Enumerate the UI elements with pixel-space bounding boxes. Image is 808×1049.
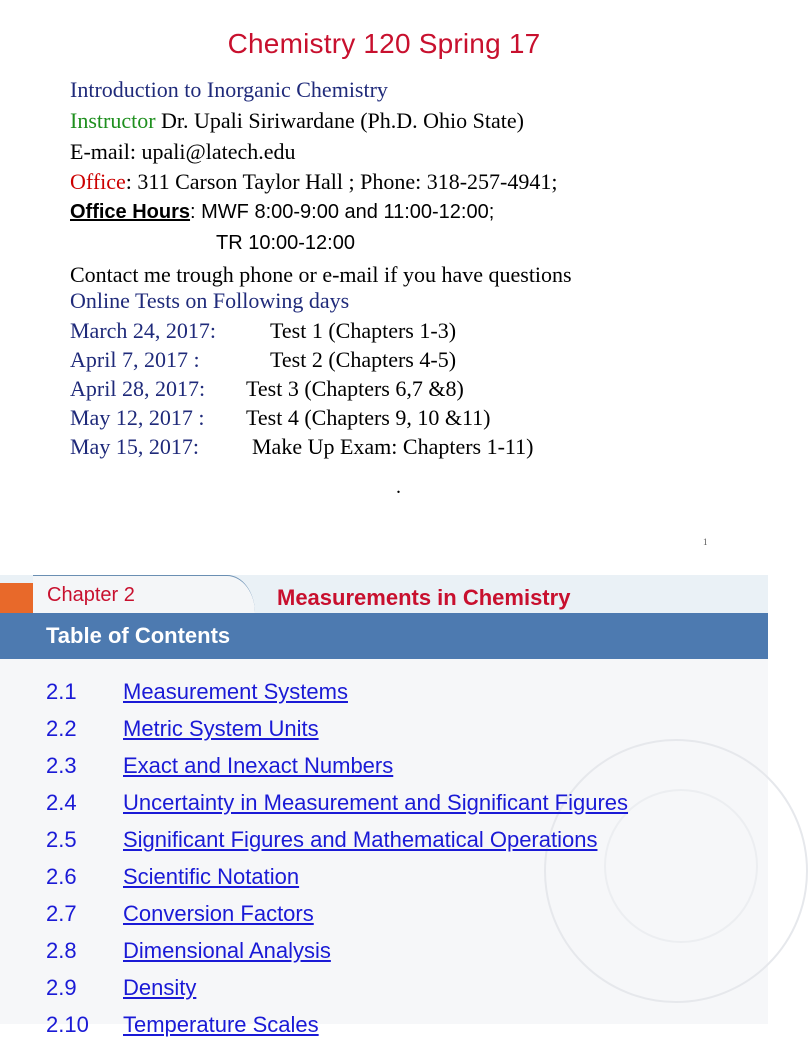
toc-title: Density xyxy=(123,975,197,1000)
toc-title: Temperature Scales xyxy=(123,1012,319,1037)
toc-link-metric-system-units[interactable] xyxy=(46,716,628,753)
toc-link-density[interactable] xyxy=(46,975,628,1012)
toc-number: 2.8 xyxy=(46,938,77,963)
office-text: : 311 Carson Taylor Hall ; Phone: 318-257-4941; xyxy=(125,169,558,194)
contact-text: Contact me trough phone or e-mail if you have questions xyxy=(70,262,572,287)
toc-link-temperature-scales[interactable] xyxy=(46,1012,628,1049)
office-hours-label: Office Hours xyxy=(70,201,191,223)
toc-number: 2.5 xyxy=(46,827,77,852)
toc-number: 2.3 xyxy=(46,753,77,778)
slide-number: 1 xyxy=(703,537,708,547)
test-date: April 7, 2017 : xyxy=(70,347,200,372)
test-date: May 12, 2017 : xyxy=(70,405,205,430)
office-hours-text: : MWF 8:00-9:00 and 11:00-12:00; xyxy=(190,201,495,223)
office-line xyxy=(70,169,558,195)
test-row xyxy=(70,376,464,402)
course-title: Chemistry 120 Spring 17 xyxy=(227,28,541,59)
test-desc: Test 2 (Chapters 4-5) xyxy=(270,347,457,372)
toc-title: Uncertainty in Measurement and Significant Figures xyxy=(123,790,629,815)
test-desc: Test 4 (Chapters 9, 10 &11) xyxy=(246,405,491,430)
instructor-line xyxy=(70,108,524,134)
test-desc: Make Up Exam: Chapters 1-11) xyxy=(252,434,534,459)
toc-header-bar xyxy=(0,613,768,659)
toc-link-uncertainty[interactable] xyxy=(46,790,628,827)
toc-link-conversion-factors[interactable] xyxy=(46,901,628,938)
office-label: Office xyxy=(70,169,126,194)
chapter-label: Chapter 2 xyxy=(47,584,135,606)
toc-list xyxy=(46,679,628,1049)
toc-link-measurement-systems[interactable] xyxy=(46,679,628,716)
toc-link-scientific-notation[interactable] xyxy=(46,864,628,901)
toc-title: Exact and Inexact Numbers xyxy=(123,753,394,778)
email-line: E-mail: upali@latech.edu xyxy=(70,139,296,164)
toc-number: 2.4 xyxy=(46,790,77,815)
toc-title: Dimensional Analysis xyxy=(123,938,331,963)
test-row xyxy=(70,405,491,431)
toc-number: 2.2 xyxy=(46,716,77,741)
stray-dot: . xyxy=(396,476,401,498)
toc-link-dimensional-analysis[interactable] xyxy=(46,938,628,975)
toc-title: Metric System Units xyxy=(123,716,319,741)
toc-number: 2.6 xyxy=(46,864,77,889)
test-desc: Test 1 (Chapters 1-3) xyxy=(270,318,457,343)
orange-accent xyxy=(0,583,33,613)
toc-link-exact-inexact-numbers[interactable] xyxy=(46,753,628,790)
toc-number: 2.1 xyxy=(46,679,77,704)
toc-number: 2.10 xyxy=(46,1012,89,1037)
toc-number: 2.7 xyxy=(46,901,77,926)
chapter-title: Measurements in Chemistry xyxy=(277,585,571,610)
test-row xyxy=(70,318,456,344)
test-row xyxy=(70,434,533,460)
test-date: April 28, 2017: xyxy=(70,376,206,401)
test-desc: Test 3 (Chapters 6,7 &8) xyxy=(246,376,464,401)
course-subtitle: Introduction to Inorganic Chemistry xyxy=(70,77,388,102)
office-hours-tr: TR 10:00-12:00 xyxy=(216,232,355,254)
toc-title: Conversion Factors xyxy=(123,901,314,926)
toc-body xyxy=(0,659,768,1037)
toc-title: Measurement Systems xyxy=(123,679,348,704)
toc-title: Scientific Notation xyxy=(123,864,300,889)
instructor-label: Instructor xyxy=(70,108,156,133)
toc-number: 2.9 xyxy=(46,975,77,1000)
slide-2 xyxy=(0,575,768,1037)
toc-link-sig-figs-math[interactable] xyxy=(46,827,628,864)
office-hours-line xyxy=(70,201,494,224)
toc-heading: Table of Contents xyxy=(46,623,231,648)
toc-title: Significant Figures and Mathematical Operations xyxy=(123,827,598,852)
test-date: March 24, 2017: xyxy=(70,318,217,343)
instructor-name: Dr. Upali Siriwardane (Ph.D. Ohio State) xyxy=(155,108,524,133)
online-tests-heading: Online Tests on Following days xyxy=(70,288,350,313)
test-row xyxy=(70,347,456,373)
test-date: May 15, 2017: xyxy=(70,434,199,459)
